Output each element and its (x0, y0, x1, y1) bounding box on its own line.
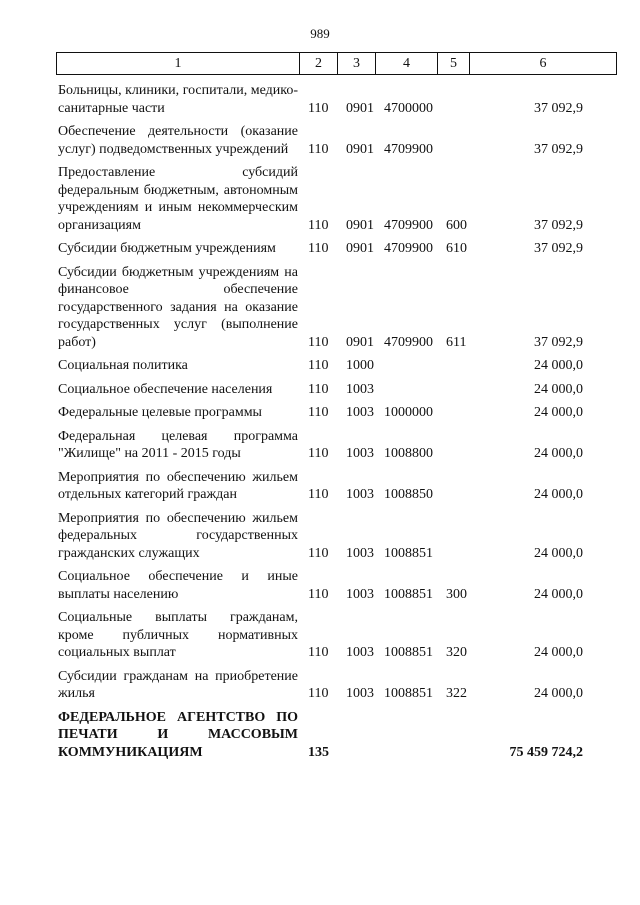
table-row (0, 82, 640, 117)
row-code-4: 4700000 (384, 100, 433, 116)
column-header-1: 1 (57, 53, 300, 75)
row-code-3: 0901 (346, 241, 374, 256)
row-amount: 24 000,0 (534, 446, 583, 461)
page-number: 989 (310, 26, 330, 41)
row-code-4: 4709900 (384, 217, 433, 233)
row-code-2: 110 (308, 545, 329, 561)
table-row (0, 264, 640, 352)
row-amount: 75 459 724,2 (509, 744, 583, 760)
row-amount: 37 092,9 (534, 334, 583, 350)
row-amount: 37 092,9 (534, 241, 583, 256)
row-amount: 24 000,0 (534, 586, 583, 602)
row-name: Мероприятия по обеспечению жильем отдельных категорий граждан (58, 469, 298, 502)
column-header-5: 5 (438, 53, 470, 75)
row-code-2: 135 (308, 744, 329, 760)
row-code-3: 1003 (346, 487, 374, 502)
table-row (0, 469, 640, 504)
table-row (0, 428, 640, 463)
row-code-2: 110 (308, 141, 329, 157)
row-amount: 24 000,0 (534, 545, 583, 561)
row-code-2: 110 (308, 686, 329, 701)
row-code-2: 110 (308, 217, 329, 233)
row-code-4: 1008851 (384, 645, 433, 660)
row-name: Больницы, клиники, госпитали, медико-санитарные части (58, 83, 298, 116)
row-name: Социальная политика (58, 358, 188, 373)
row-name: Социальное обеспечение и иные выплаты населению (58, 569, 298, 602)
row-name: Социальные выплаты гражданам, кроме публичных нормативных социальных выплат (58, 610, 298, 660)
row-code-3: 1003 (346, 586, 374, 602)
row-code-2: 110 (308, 358, 329, 373)
row-code-5: 600 (446, 217, 467, 233)
row-amount: 24 000,0 (534, 381, 583, 397)
row-code-3: 1003 (346, 381, 374, 397)
row-amount: 37 092,9 (534, 141, 583, 157)
agency-total-row (0, 709, 640, 762)
column-header-4: 4 (376, 53, 438, 75)
row-code-3: 1000 (346, 358, 374, 373)
row-amount: 37 092,9 (534, 100, 583, 116)
row-code-5: 611 (446, 334, 467, 350)
row-name: ФЕДЕРАЛЬНОЕ АГЕНТСТВО ПО ПЕЧАТИ И МАССОВЫМ КОММУНИКАЦИЯМ (58, 709, 298, 760)
row-code-5: 300 (446, 586, 467, 602)
column-header-2: 2 (300, 53, 338, 75)
row-code-3: 1003 (346, 645, 374, 660)
row-code-3: 1003 (346, 446, 374, 461)
row-name: Субсидии гражданам на приобретение жилья (58, 668, 298, 701)
row-amount: 24 000,0 (534, 645, 583, 660)
row-code-4: 1008851 (384, 686, 433, 701)
row-code-3: 0901 (346, 100, 374, 116)
table-row (0, 123, 640, 158)
row-amount: 24 000,0 (534, 686, 583, 701)
row-amount: 24 000,0 (534, 405, 583, 420)
row-code-3: 1003 (346, 405, 374, 420)
row-code-3: 0901 (346, 217, 374, 233)
row-code-3: 1003 (346, 545, 374, 561)
row-code-5: 322 (446, 686, 467, 701)
row-code-2: 110 (308, 334, 329, 350)
column-header-table (56, 52, 617, 75)
row-amount: 24 000,0 (534, 487, 583, 502)
row-code-2: 110 (308, 241, 329, 256)
row-code-4: 4709900 (384, 241, 433, 256)
row-code-4: 1008851 (384, 545, 433, 561)
row-name: Субсидии бюджетным учреждениям на финансовое обеспечение государственного задания на оказание государственных услуг (выполнение работ) (58, 264, 298, 350)
row-code-2: 110 (308, 645, 329, 660)
table-row (0, 404, 640, 422)
table-row (0, 510, 640, 563)
table-row (0, 164, 640, 234)
row-code-4: 4709900 (384, 334, 433, 350)
table-row (0, 381, 640, 399)
row-code-2: 110 (308, 405, 329, 420)
row-name: Федеральная целевая программа "Жилище" на 2011 - 2015 годы (58, 428, 298, 461)
row-code-4: 1008850 (384, 487, 433, 502)
row-code-5: 320 (446, 645, 467, 660)
row-code-5: 610 (446, 241, 467, 256)
row-code-3: 0901 (346, 141, 374, 157)
row-code-2: 110 (308, 100, 329, 116)
table-row (0, 568, 640, 603)
row-name: Мероприятия по обеспечению жильем федеральных государственных гражданских служащих (58, 510, 298, 561)
column-header-6: 6 (470, 53, 617, 75)
row-name: Социальное обеспечение населения (58, 381, 273, 397)
row-code-4: 1000000 (384, 405, 433, 420)
row-name: Предоставление субсидий федеральным бюджетным, автономным учреждениям и иным некоммерческим организациям (58, 165, 298, 233)
column-header-3: 3 (338, 53, 376, 75)
row-code-4: 4709900 (384, 141, 433, 157)
row-code-4: 1008800 (384, 446, 433, 461)
row-name: Обеспечение деятельности (оказание услуг) подведомственных учреждений (58, 124, 298, 157)
row-code-2: 110 (308, 487, 329, 502)
table-row (0, 240, 640, 258)
column-header-row (57, 53, 617, 75)
row-code-4: 1008851 (384, 586, 433, 602)
row-code-3: 0901 (346, 334, 374, 350)
row-code-3: 1003 (346, 686, 374, 701)
row-name: Субсидии бюджетным учреждениям (58, 241, 276, 256)
row-name: Федеральные целевые программы (58, 405, 262, 420)
table-row (0, 609, 640, 662)
table-row (0, 668, 640, 703)
row-code-2: 110 (308, 586, 329, 602)
table-row (0, 357, 640, 375)
row-amount: 24 000,0 (534, 358, 583, 373)
budget-table-body (0, 82, 640, 767)
row-code-2: 110 (308, 381, 329, 397)
row-amount: 37 092,9 (534, 217, 583, 233)
row-code-2: 110 (308, 446, 329, 461)
